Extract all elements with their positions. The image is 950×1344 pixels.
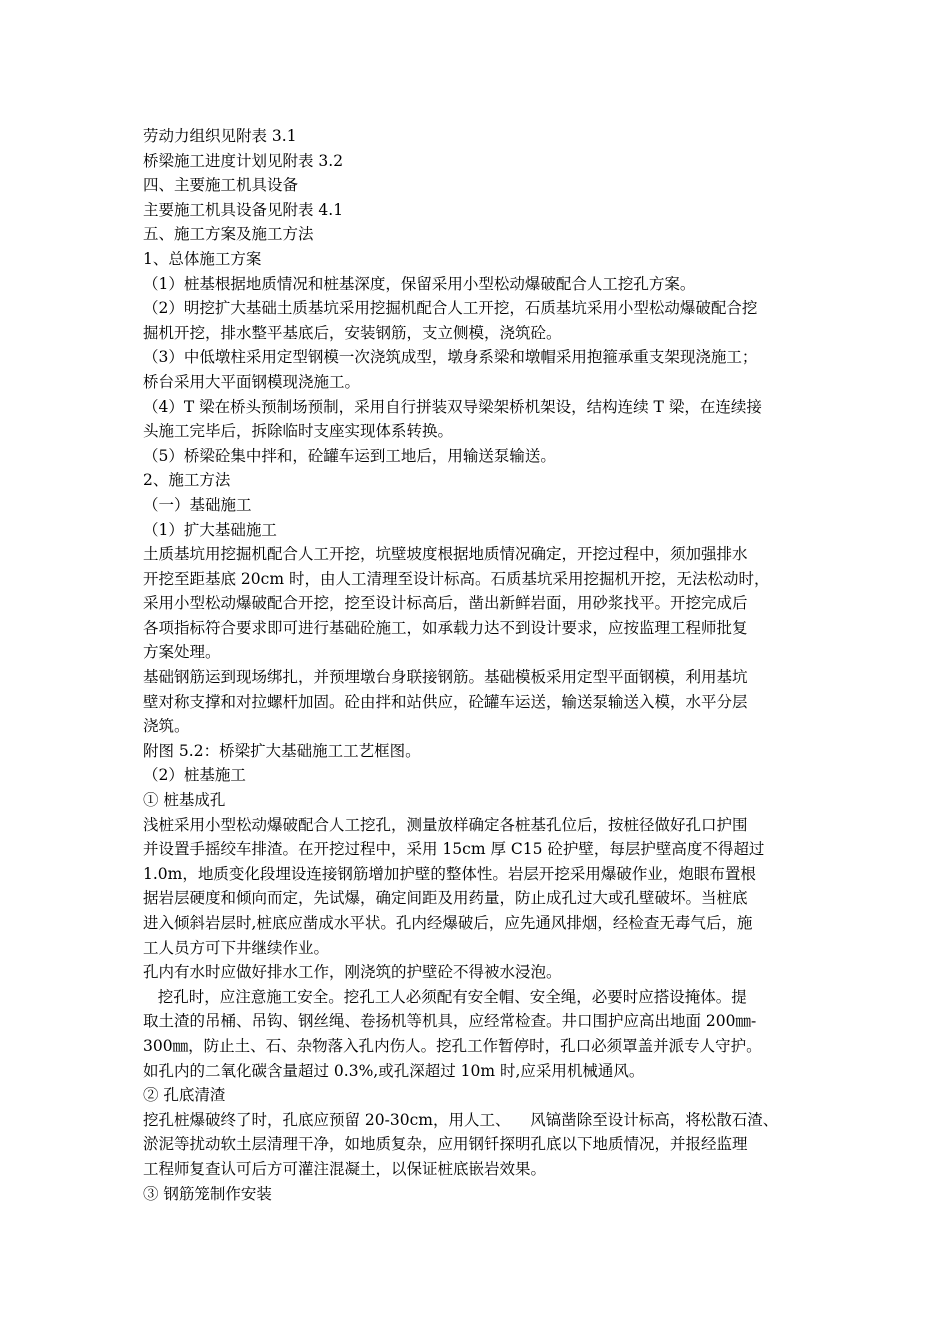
text-line: 进入倾斜岩层时,桩底应凿成水平状。孔内经爆破后，应先通风排烟，经检查无毒气后，施 bbox=[143, 914, 753, 932]
text-line: 土质基坑用挖掘机配合人工开挖，坑壁坡度根据地质情况确定，开挖过程中，须加强排水 bbox=[143, 545, 748, 564]
section-heading: 五、施工方案及施工方法 bbox=[143, 225, 314, 244]
text-line: 孔内有水时应做好排水工作，刚浇筑的护壁砼不得被水浸泡。 bbox=[143, 963, 562, 982]
text-line: （1）桩基根据地质情况和桩基深度，保留采用小型松动爆破配合人工挖孔方案。 bbox=[143, 274, 696, 293]
text-line: 主要施工机具设备见附表 4.1 bbox=[143, 200, 344, 219]
text-line: 桥台采用大平面钢模现浇施工。 bbox=[143, 372, 361, 391]
text-line: 挖孔时，应注意施工安全。挖孔工人必须配有安全帽、安全绳，必要时应搭设掩体。提 bbox=[143, 987, 747, 1006]
text-line: 桥梁施工进度计划见附表 3.2 bbox=[143, 151, 344, 170]
subsection-heading: 1、总体施工方案 bbox=[143, 249, 262, 268]
text-line: 如孔内的二氧化碳含量超过 0.3%,或孔深超过 10m 时,应采用机械通风。 bbox=[143, 1061, 645, 1080]
text-line: 头施工完毕后，拆除临时支座实现体系转换。 bbox=[143, 422, 454, 441]
text-line: 方案处理。 bbox=[143, 643, 221, 662]
text-line: 掘机开挖，排水整平基底后，安装钢筋，支立侧模，浇筑砼。 bbox=[143, 323, 562, 342]
text-line: 淤泥等扰动软土层清理干净，如地质复杂，应用钢钎探明孔底以下地质情况，并报经监理 bbox=[143, 1135, 748, 1154]
text-line: 浅桩采用小型松动爆破配合人工挖孔，测量放样确定各桩基孔位后，按桩径做好孔口护围 bbox=[143, 815, 748, 834]
text-line: 取土渣的吊桶、吊钩、钢丝绳、卷扬机等机具，应经常检查。井口围护应高出地面 200㎜- bbox=[143, 1012, 757, 1031]
document-body bbox=[143, 124, 811, 1206]
subsection-heading: 2、施工方法 bbox=[143, 471, 231, 490]
text-line: 劳动力组织见附表 3.1 bbox=[143, 127, 297, 145]
subsection-heading: ② 孔底清渣 bbox=[143, 1086, 226, 1105]
text-line: 挖孔桩爆破终了时，孔底应预留 20-30cm，用人工、 风镐凿除至设计标高，将松散石渣、 bbox=[143, 1110, 779, 1129]
subsection-heading: ③ 钢筋笼制作安装 bbox=[143, 1184, 272, 1203]
text-line: 据岩层硬度和倾向而定，先试爆，确定间距及用药量，防止成孔过大或孔壁破坏。当桩底 bbox=[143, 889, 748, 908]
text-line: 基础钢筋运到现场绑扎，并预埋墩台身联接钢筋。基础模板采用定型平面钢模，利用基坑 bbox=[143, 668, 748, 687]
subsection-heading: （1）扩大基础施工 bbox=[143, 520, 277, 539]
subsection-heading: （2）桩基施工 bbox=[143, 766, 246, 785]
text-line: （2）明挖扩大基础土质基坑采用挖掘机配合人工开挖，石质基坑采用小型松动爆破配合挖 bbox=[143, 299, 758, 318]
text-line: 各项指标符合要求即可进行基础砼施工，如承载力达不到设计要求，应按监理工程师批复 bbox=[143, 618, 748, 637]
text-line: 壁对称支撑和对拉螺杆加固。砼由拌和站供应，砼罐车运送，输送泵输送入模，水平分层 bbox=[143, 692, 748, 711]
text-line: 附图 5.2：桥梁扩大基础施工工艺框图。 bbox=[143, 741, 421, 760]
text-line: 并设置手摇绞车排渣。在开挖过程中，采用 15cm 厚 C15 砼护壁，每层护壁高度不得超过 bbox=[143, 840, 765, 859]
text-line: 300㎜，防止土、石、杂物落入孔内伤人。挖孔工作暂停时，孔口必须罩盖并派专人守护。 bbox=[143, 1036, 762, 1055]
text-line: 工人员方可下井继续作业。 bbox=[143, 938, 330, 957]
text-line: （3）中低墩柱采用定型钢模一次浇筑成型，墩身系梁和墩帽采用抱箍承重支架现浇施工； bbox=[143, 348, 758, 367]
text-line: 工程师复查认可后方可灌注混凝土，以保证桩底嵌岩效果。 bbox=[143, 1159, 547, 1178]
text-line: 1.0m，地质变化段埋设连接钢筋增加护壁的整体性。岩层开挖采用爆破作业，炮眼布置根 bbox=[143, 864, 756, 883]
text-line: （5）桥梁砼集中拌和，砼罐车运到工地后，用输送泵输送。 bbox=[143, 446, 556, 465]
text-line: 浇筑。 bbox=[143, 717, 190, 736]
text-line: （4）T 梁在桥头预制场预制，采用自行拼装双导梁架桥机架设，结构连续 T 梁，在连续接 bbox=[143, 397, 762, 416]
subsection-heading: （一）基础施工 bbox=[143, 495, 252, 514]
subsection-heading: ① 桩基成孔 bbox=[143, 791, 226, 810]
section-heading: 四、主要施工机具设备 bbox=[143, 176, 299, 195]
text-line: 采用小型松动爆破配合开挖，挖至设计标高后，凿出新鲜岩面，用砂浆找平。开挖完成后 bbox=[143, 594, 748, 613]
text-line: 开挖至距基底 20cm 时，由人工清理至设计标高。石质基坑采用挖掘机开挖，无法松动时， bbox=[143, 569, 770, 588]
